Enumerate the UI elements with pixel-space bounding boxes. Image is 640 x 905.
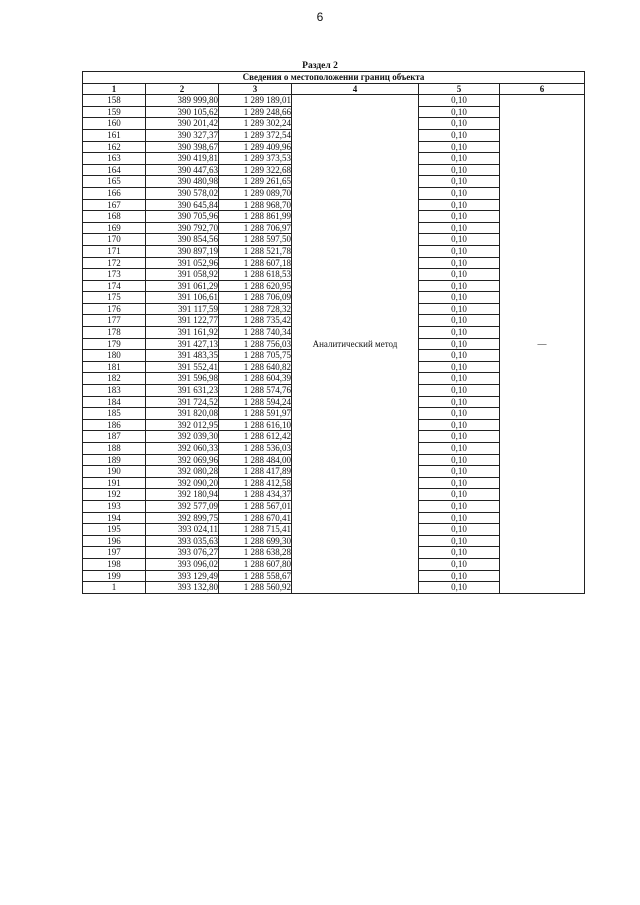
x-coordinate-cell: 391 631,23 — [146, 385, 219, 397]
y-coordinate-cell: 1 288 618,53 — [219, 269, 292, 281]
y-coordinate-cell: 1 288 591,97 — [219, 408, 292, 420]
x-coordinate-cell: 392 080,28 — [146, 466, 219, 478]
accuracy-cell: 0,10 — [419, 234, 500, 246]
point-number-cell: 186 — [83, 419, 146, 431]
x-coordinate-cell: 390 105,62 — [146, 106, 219, 118]
x-coordinate-cell: 390 398,67 — [146, 141, 219, 153]
accuracy-cell: 0,10 — [419, 257, 500, 269]
column-header-4: 4 — [292, 83, 419, 95]
x-coordinate-cell: 391 552,41 — [146, 361, 219, 373]
accuracy-cell: 0,10 — [419, 164, 500, 176]
y-coordinate-cell: 1 288 756,03 — [219, 338, 292, 350]
point-number-cell: 176 — [83, 303, 146, 315]
x-coordinate-cell: 393 132,80 — [146, 582, 219, 594]
y-coordinate-cell: 1 288 620,95 — [219, 280, 292, 292]
section-title: Раздел 2 — [302, 61, 338, 71]
point-number-cell: 192 — [83, 489, 146, 501]
x-coordinate-cell: 391 061,29 — [146, 280, 219, 292]
accuracy-cell: 0,10 — [419, 315, 500, 327]
accuracy-cell: 0,10 — [419, 500, 500, 512]
accuracy-cell: 0,10 — [419, 373, 500, 385]
x-coordinate-cell: 391 483,35 — [146, 350, 219, 362]
page-number: 6 — [316, 10, 324, 24]
accuracy-cell: 0,10 — [419, 199, 500, 211]
x-coordinate-cell: 390 854,56 — [146, 234, 219, 246]
x-coordinate-cell: 391 596,98 — [146, 373, 219, 385]
column-header-1: 1 — [83, 83, 146, 95]
accuracy-cell: 0,10 — [419, 512, 500, 524]
x-coordinate-cell: 391 058,92 — [146, 269, 219, 281]
accuracy-cell: 0,10 — [419, 385, 500, 397]
point-number-cell: 185 — [83, 408, 146, 420]
y-coordinate-cell: 1 289 373,53 — [219, 153, 292, 165]
point-number-cell: 198 — [83, 558, 146, 570]
accuracy-cell: 0,10 — [419, 106, 500, 118]
point-number-cell: 159 — [83, 106, 146, 118]
accuracy-cell: 0,10 — [419, 129, 500, 141]
point-number-cell: 189 — [83, 454, 146, 466]
x-coordinate-cell: 391 820,08 — [146, 408, 219, 420]
y-coordinate-cell: 1 289 302,24 — [219, 118, 292, 130]
accuracy-cell: 0,10 — [419, 547, 500, 559]
x-coordinate-cell: 393 096,02 — [146, 558, 219, 570]
y-coordinate-cell: 1 288 434,37 — [219, 489, 292, 501]
x-coordinate-cell: 390 705,96 — [146, 211, 219, 223]
x-coordinate-cell: 393 129,49 — [146, 570, 219, 582]
y-coordinate-cell: 1 289 409,96 — [219, 141, 292, 153]
point-number-cell: 197 — [83, 547, 146, 559]
column-header-2: 2 — [146, 83, 219, 95]
y-coordinate-cell: 1 288 706,97 — [219, 222, 292, 234]
accuracy-cell: 0,10 — [419, 431, 500, 443]
point-number-cell: 199 — [83, 570, 146, 582]
accuracy-cell: 0,10 — [419, 327, 500, 339]
accuracy-cell: 0,10 — [419, 118, 500, 130]
y-coordinate-cell: 1 288 412,58 — [219, 477, 292, 489]
accuracy-cell: 0,10 — [419, 292, 500, 304]
column-6-cell: — — [500, 95, 585, 594]
point-number-cell: 1 — [83, 582, 146, 594]
accuracy-cell: 0,10 — [419, 176, 500, 188]
accuracy-cell: 0,10 — [419, 570, 500, 582]
x-coordinate-cell: 390 327,37 — [146, 129, 219, 141]
accuracy-cell: 0,10 — [419, 280, 500, 292]
y-coordinate-cell: 1 288 705,75 — [219, 350, 292, 362]
y-coordinate-cell: 1 288 861,99 — [219, 211, 292, 223]
point-number-cell: 170 — [83, 234, 146, 246]
y-coordinate-cell: 1 288 558,67 — [219, 570, 292, 582]
accuracy-cell: 0,10 — [419, 524, 500, 536]
x-coordinate-cell: 390 480,98 — [146, 176, 219, 188]
point-number-cell: 167 — [83, 199, 146, 211]
table-caption-row — [83, 72, 585, 84]
y-coordinate-cell: 1 288 670,41 — [219, 512, 292, 524]
accuracy-cell: 0,10 — [419, 396, 500, 408]
y-coordinate-cell: 1 289 372,54 — [219, 129, 292, 141]
y-coordinate-cell: 1 289 261,65 — [219, 176, 292, 188]
x-coordinate-cell: 390 578,02 — [146, 187, 219, 199]
y-coordinate-cell: 1 289 189,01 — [219, 95, 292, 107]
x-coordinate-cell: 389 999,80 — [146, 95, 219, 107]
y-coordinate-cell: 1 288 728,32 — [219, 303, 292, 315]
point-number-cell: 191 — [83, 477, 146, 489]
y-coordinate-cell: 1 288 740,34 — [219, 327, 292, 339]
x-coordinate-cell: 391 427,13 — [146, 338, 219, 350]
accuracy-cell: 0,10 — [419, 187, 500, 199]
x-coordinate-cell: 392 060,33 — [146, 443, 219, 455]
y-coordinate-cell: 1 288 638,28 — [219, 547, 292, 559]
table-body — [83, 72, 585, 594]
y-coordinate-cell: 1 288 706,09 — [219, 292, 292, 304]
accuracy-cell: 0,10 — [419, 153, 500, 165]
x-coordinate-cell: 391 122,77 — [146, 315, 219, 327]
accuracy-cell: 0,10 — [419, 535, 500, 547]
y-coordinate-cell: 1 288 567,01 — [219, 500, 292, 512]
point-number-cell: 162 — [83, 141, 146, 153]
x-coordinate-cell: 390 897,19 — [146, 245, 219, 257]
accuracy-cell: 0,10 — [419, 361, 500, 373]
accuracy-cell: 0,10 — [419, 303, 500, 315]
point-number-cell: 196 — [83, 535, 146, 547]
point-number-cell: 177 — [83, 315, 146, 327]
x-coordinate-cell: 393 076,27 — [146, 547, 219, 559]
column-header-3: 3 — [219, 83, 292, 95]
y-coordinate-cell: 1 288 604,39 — [219, 373, 292, 385]
x-coordinate-cell: 391 161,92 — [146, 327, 219, 339]
point-number-cell: 193 — [83, 500, 146, 512]
table-caption: Сведения о местоположении границ объекта — [83, 72, 585, 84]
x-coordinate-cell: 391 106,61 — [146, 292, 219, 304]
x-coordinate-cell: 392 012,95 — [146, 419, 219, 431]
accuracy-cell: 0,10 — [419, 558, 500, 570]
y-coordinate-cell: 1 288 607,18 — [219, 257, 292, 269]
accuracy-cell: 0,10 — [419, 477, 500, 489]
point-number-cell: 181 — [83, 361, 146, 373]
y-coordinate-cell: 1 288 521,78 — [219, 245, 292, 257]
point-number-cell: 160 — [83, 118, 146, 130]
x-coordinate-cell: 391 724,52 — [146, 396, 219, 408]
y-coordinate-cell: 1 288 560,92 — [219, 582, 292, 594]
point-number-cell: 187 — [83, 431, 146, 443]
accuracy-cell: 0,10 — [419, 489, 500, 501]
x-coordinate-cell: 390 447,63 — [146, 164, 219, 176]
column-header-6: 6 — [500, 83, 585, 95]
accuracy-cell: 0,10 — [419, 338, 500, 350]
accuracy-cell: 0,10 — [419, 419, 500, 431]
y-coordinate-cell: 1 288 715,41 — [219, 524, 292, 536]
accuracy-cell: 0,10 — [419, 408, 500, 420]
point-number-cell: 190 — [83, 466, 146, 478]
point-number-cell: 178 — [83, 327, 146, 339]
accuracy-cell: 0,10 — [419, 350, 500, 362]
x-coordinate-cell: 393 024,11 — [146, 524, 219, 536]
point-number-cell: 174 — [83, 280, 146, 292]
y-coordinate-cell: 1 288 574,76 — [219, 385, 292, 397]
accuracy-cell: 0,10 — [419, 443, 500, 455]
accuracy-cell: 0,10 — [419, 466, 500, 478]
y-coordinate-cell: 1 288 699,30 — [219, 535, 292, 547]
accuracy-cell: 0,10 — [419, 245, 500, 257]
x-coordinate-cell: 392 577,09 — [146, 500, 219, 512]
x-coordinate-cell: 392 899,75 — [146, 512, 219, 524]
accuracy-cell: 0,10 — [419, 95, 500, 107]
x-coordinate-cell: 392 069,96 — [146, 454, 219, 466]
y-coordinate-cell: 1 288 616,10 — [219, 419, 292, 431]
x-coordinate-cell: 391 117,59 — [146, 303, 219, 315]
accuracy-cell: 0,10 — [419, 582, 500, 594]
x-coordinate-cell: 391 052,96 — [146, 257, 219, 269]
coordinates-table — [82, 71, 585, 594]
point-number-cell: 158 — [83, 95, 146, 107]
x-coordinate-cell: 392 180,94 — [146, 489, 219, 501]
point-number-cell: 165 — [83, 176, 146, 188]
point-number-cell: 168 — [83, 211, 146, 223]
point-number-cell: 169 — [83, 222, 146, 234]
table-row — [83, 95, 585, 107]
y-coordinate-cell: 1 288 484,00 — [219, 454, 292, 466]
y-coordinate-cell: 1 288 640,82 — [219, 361, 292, 373]
accuracy-cell: 0,10 — [419, 222, 500, 234]
point-number-cell: 180 — [83, 350, 146, 362]
x-coordinate-cell: 390 419,81 — [146, 153, 219, 165]
point-number-cell: 183 — [83, 385, 146, 397]
y-coordinate-cell: 1 288 612,42 — [219, 431, 292, 443]
point-number-cell: 163 — [83, 153, 146, 165]
y-coordinate-cell: 1 289 248,66 — [219, 106, 292, 118]
y-coordinate-cell: 1 288 594,24 — [219, 396, 292, 408]
x-coordinate-cell: 390 792,70 — [146, 222, 219, 234]
y-coordinate-cell: 1 288 968,70 — [219, 199, 292, 211]
x-coordinate-cell: 390 201,42 — [146, 118, 219, 130]
point-number-cell: 182 — [83, 373, 146, 385]
point-number-cell: 184 — [83, 396, 146, 408]
point-number-cell: 179 — [83, 338, 146, 350]
x-coordinate-cell: 390 645,84 — [146, 199, 219, 211]
y-coordinate-cell: 1 288 597,50 — [219, 234, 292, 246]
point-number-cell: 161 — [83, 129, 146, 141]
point-number-cell: 173 — [83, 269, 146, 281]
accuracy-cell: 0,10 — [419, 269, 500, 281]
y-coordinate-cell: 1 289 322,68 — [219, 164, 292, 176]
x-coordinate-cell: 393 035,63 — [146, 535, 219, 547]
y-coordinate-cell: 1 288 735,42 — [219, 315, 292, 327]
y-coordinate-cell: 1 288 607,80 — [219, 558, 292, 570]
point-number-cell: 188 — [83, 443, 146, 455]
y-coordinate-cell: 1 288 536,03 — [219, 443, 292, 455]
column-header-5: 5 — [419, 83, 500, 95]
point-number-cell: 164 — [83, 164, 146, 176]
column-header-row — [83, 83, 585, 95]
accuracy-cell: 0,10 — [419, 454, 500, 466]
point-number-cell: 166 — [83, 187, 146, 199]
method-cell: Аналитический метод — [292, 95, 419, 594]
accuracy-cell: 0,10 — [419, 211, 500, 223]
x-coordinate-cell: 392 090,20 — [146, 477, 219, 489]
y-coordinate-cell: 1 289 089,70 — [219, 187, 292, 199]
point-number-cell: 171 — [83, 245, 146, 257]
accuracy-cell: 0,10 — [419, 141, 500, 153]
point-number-cell: 175 — [83, 292, 146, 304]
point-number-cell: 172 — [83, 257, 146, 269]
point-number-cell: 194 — [83, 512, 146, 524]
point-number-cell: 195 — [83, 524, 146, 536]
x-coordinate-cell: 392 039,30 — [146, 431, 219, 443]
y-coordinate-cell: 1 288 417,89 — [219, 466, 292, 478]
